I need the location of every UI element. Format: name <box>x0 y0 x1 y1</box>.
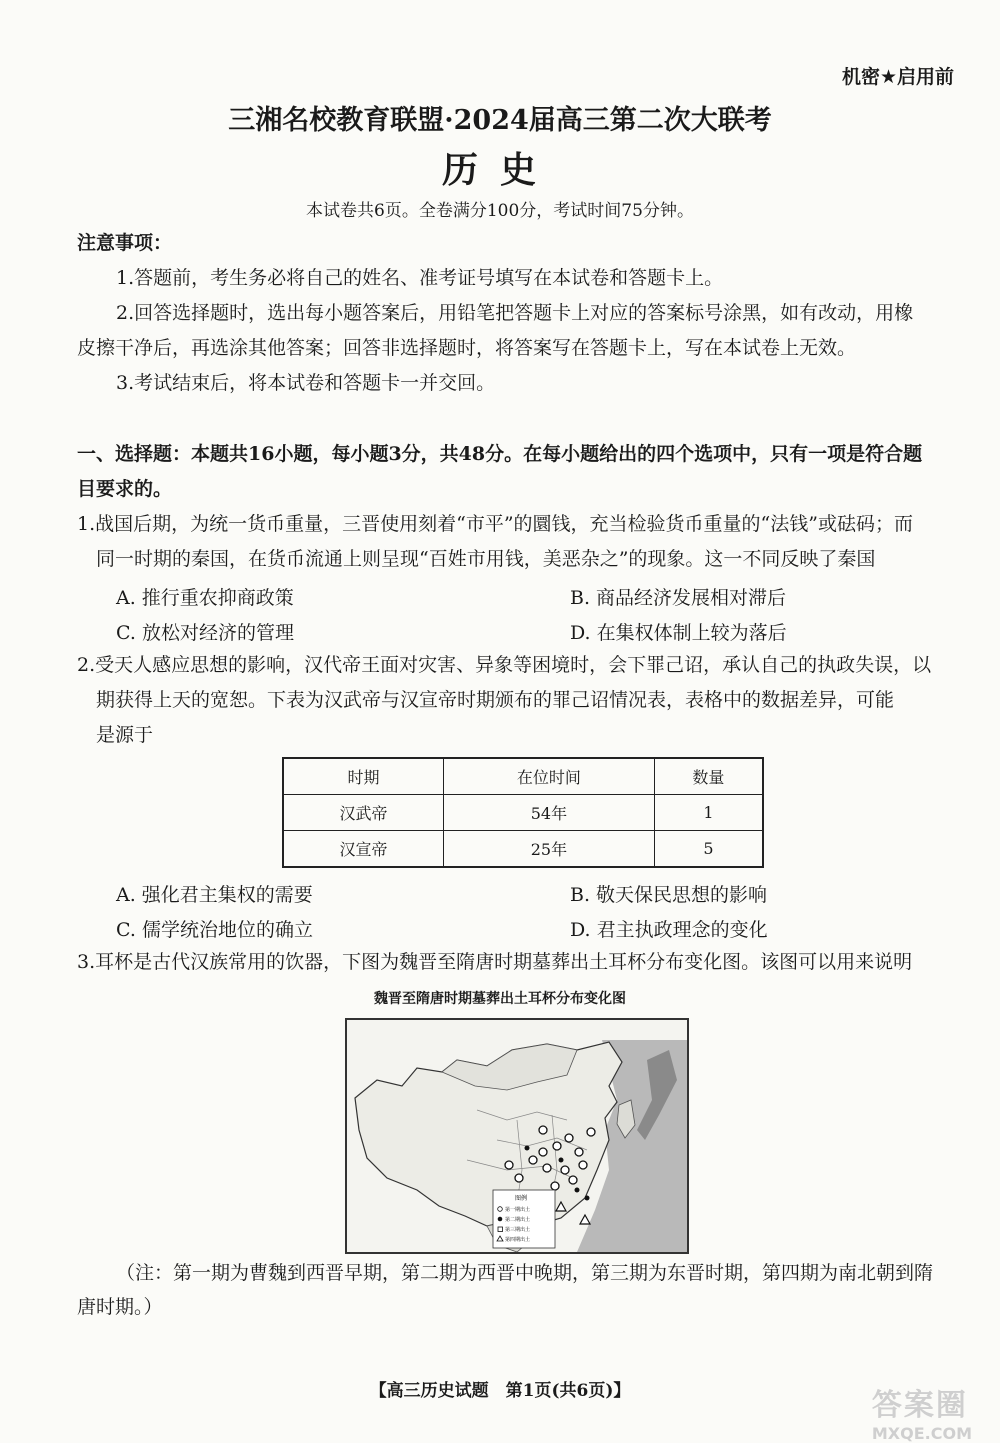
q2-option-c: C. 儒学统治地位的确立 <box>116 919 313 941</box>
site-marker <box>569 1176 577 1184</box>
site-marker <box>543 1164 551 1172</box>
legend-item: 第二期出土 <box>505 1217 531 1223</box>
notice-item-3: 3.考试结束后，将本试卷和答题卡一并交回。 <box>116 372 496 394</box>
site-marker <box>529 1156 537 1164</box>
distribution-map <box>345 1018 689 1254</box>
table-cell: 54年 <box>444 795 655 831</box>
table-header-cell: 数量 <box>654 758 763 795</box>
table-header-cell: 在位时间 <box>444 758 655 795</box>
site-marker <box>587 1128 595 1136</box>
q1-option-b: B. 商品经济发展相对滞后 <box>570 587 787 609</box>
site-marker <box>553 1142 561 1150</box>
q2-stem-line2: 期获得上天的宽恕。下表为汉武帝与汉宣帝时期颁布的罪己诏情况表，表格中的数据差异，可能 <box>96 689 895 711</box>
legend-symbol <box>498 1217 503 1222</box>
site-marker <box>539 1126 547 1134</box>
site-marker <box>551 1182 559 1190</box>
table-cell: 汉宣帝 <box>283 831 444 868</box>
table-cell: 汉武帝 <box>283 795 444 831</box>
q1-option-a: A. 推行重农抑商政策 <box>116 587 294 609</box>
q3-note-line1: （注：第一期为曹魏到西晋早期，第二期为西晋中晚期，第三期为东晋时期，第四期为南北朝到隋 <box>116 1262 934 1284</box>
table-header-cell: 时期 <box>283 758 444 795</box>
site-marker <box>579 1161 587 1169</box>
q1-stem-line1: 1.战国后期，为统一货币重量，三晋使用刻着“市平”的圜钱，充当检验货币重量的“法钱”或砝码；而 <box>77 513 913 535</box>
legend-item: 第四期出土 <box>505 1237 531 1243</box>
site-marker <box>539 1148 547 1156</box>
legend-item: 第三期出土 <box>505 1227 531 1233</box>
site-marker <box>565 1134 573 1142</box>
site-marker <box>575 1188 580 1193</box>
q2-option-d: D. 君主执政理念的变化 <box>570 919 768 941</box>
q3-note-line2: 唐时期。） <box>77 1296 163 1318</box>
q2-option-b: B. 敬天保民思想的影响 <box>570 884 768 906</box>
table-cell: 1 <box>654 795 763 831</box>
section-heading-line1: 一、选择题：本题共16小题，每小题3分，共48分。在每小题给出的四个选项中，只有一项是符合题 <box>77 443 923 465</box>
table-cell: 5 <box>654 831 763 868</box>
q1-option-c: C. 放松对经济的管理 <box>116 622 294 644</box>
site-marker <box>525 1146 530 1151</box>
site-marker <box>561 1166 569 1174</box>
legend-symbol <box>498 1207 503 1212</box>
watermark-site: MXQE.COM <box>871 1424 972 1443</box>
edict-table <box>282 757 764 868</box>
legend-symbol <box>498 1227 503 1232</box>
table-cell: 25年 <box>444 831 655 868</box>
notice-item-2a: 2.回答选择题时，选出每小题答案后，用铅笔把答题卡上对应的答案标号涂黑，如有改动，用橡 <box>116 302 914 324</box>
table-header-row <box>283 758 763 795</box>
site-marker <box>505 1161 513 1169</box>
exam-title: 三湘名校教育联盟·2024届高三第二次大联考 <box>228 105 772 136</box>
legend-item: 第一期出土 <box>505 1207 531 1213</box>
notice-heading: 注意事项： <box>77 232 173 254</box>
map-graphic <box>347 1020 687 1252</box>
legend-title: 图例 <box>515 1195 528 1202</box>
table-row <box>283 795 763 831</box>
section-heading-line2: 目要求的。 <box>77 478 173 500</box>
notice-item-1: 1.答题前，考生务必将自己的姓名、准考证号填写在本试卷和答题卡上。 <box>116 267 724 289</box>
exam-info: 本试卷共6页。全卷满分100分，考试时间75分钟。 <box>306 201 694 221</box>
site-marker <box>580 1215 590 1224</box>
q1-stem-line2: 同一时期的秦国，在货币流通上则呈现“百姓市用钱，美恶杂之”的现象。这一不同反映了秦国 <box>96 548 876 570</box>
q2-stem-line3: 是源于 <box>96 724 154 746</box>
map-title: 魏晋至隋唐时期墓葬出土耳杯分布变化图 <box>374 991 626 1007</box>
site-marker <box>575 1148 583 1156</box>
subject-title: 历史 <box>441 149 558 191</box>
q2-stem-line1: 2.受天人感应思想的影响，汉代帝王面对灾害、异象等困境时，会下罪己诏，承认自己的执政失误，以 <box>77 654 932 676</box>
site-marker <box>559 1158 564 1163</box>
q2-option-a: A. 强化君主集权的需要 <box>116 884 313 906</box>
page-footer: 【高三历史试题 第1页(共6页)】 <box>369 1381 631 1401</box>
q1-option-d: D. 在集权体制上较为落后 <box>570 622 787 644</box>
watermark-logo: 答案圈 <box>871 1388 968 1423</box>
confidential-label: 机密★启用前 <box>841 66 954 88</box>
site-marker <box>585 1196 590 1201</box>
table-row <box>283 831 763 868</box>
q3-stem-line1: 3.耳杯是古代汉族常用的饮器，下图为魏晋至隋唐时期墓葬出土耳杯分布变化图。该图可以用来说明 <box>77 951 913 973</box>
site-marker <box>515 1174 523 1182</box>
notice-item-2b: 皮擦干净后，再选涂其他答案；回答非选择题时，将答案写在答题卡上，写在本试卷上无效。 <box>77 337 857 359</box>
